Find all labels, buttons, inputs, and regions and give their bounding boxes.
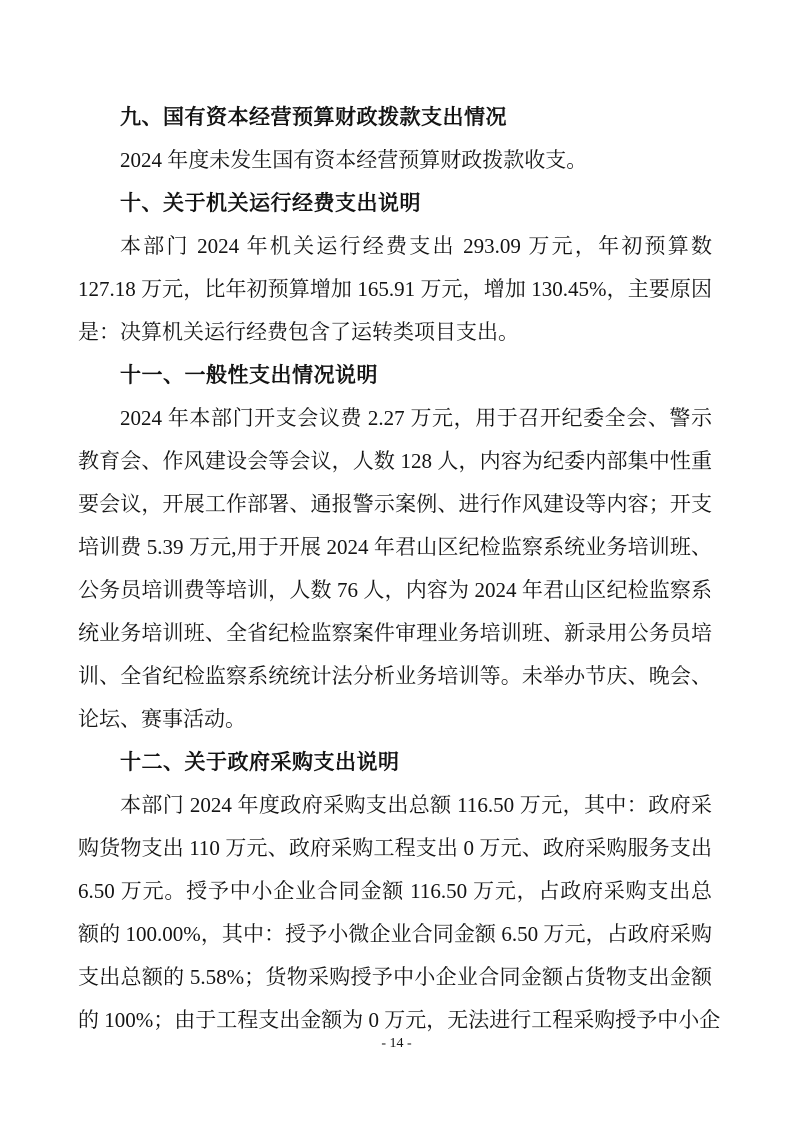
paragraph-line: 训、全省纪检监察系统统计法分析业务培训等。未举办节庆、晚会、 <box>78 664 712 688</box>
paragraph-line: 公务员培训费等培训，人数 76 人，内容为 2024 年君山区纪检监察系 <box>78 578 712 602</box>
page-footer <box>0 1033 793 1055</box>
section-heading: 九、国有资本经营预算财政拨款支出情况 <box>120 106 507 129</box>
paragraph-line: 培训费 5.39 万元,用于开展 2024 年君山区纪检监察系统业务培训班、 <box>78 535 712 559</box>
paragraph-line: 本部门 2024 年机关运行经费支出 293.09 万元，年初预算数 <box>120 234 712 258</box>
paragraph-line: 额的 100.00%，其中：授予小微企业合同金额 6.50 万元，占政府采购 <box>78 922 712 946</box>
page-number: - 14 - <box>381 1036 412 1051</box>
document-content <box>78 96 721 1042</box>
paragraph-line: 支出总额的 5.58%；货物采购授予中小企业合同金额占货物支出金额 <box>78 965 712 989</box>
paragraph-line: 2024 年度未发生国有资本经营预算财政拨款收支。 <box>120 148 588 172</box>
paragraph-line: 2024 年本部门开支会议费 2.27 万元，用于召开纪委全会、警示 <box>120 406 712 430</box>
paragraph-line: 统业务培训班、全省纪检监察案件审理业务培训班、新录用公务员培 <box>78 621 712 645</box>
paragraph-line: 购货物支出 110 万元、政府采购工程支出 0 万元、政府采购服务支出 <box>78 836 712 860</box>
paragraph-line: 论坛、赛事活动。 <box>78 707 246 731</box>
paragraph-line: 教育会、作风建设会等会议，人数 128 人，内容为纪委内部集中性重 <box>78 449 712 473</box>
paragraph-line: 6.50 万元。授予中小企业合同金额 116.50 万元，占政府采购支出总 <box>78 879 712 903</box>
section-heading: 十、关于机关运行经费支出说明 <box>120 192 421 215</box>
paragraph-line: 的 100%；由于工程支出金额为 0 万元，无法进行工程采购授予中小企 <box>78 1008 721 1032</box>
section-heading: 十二、关于政府采购支出说明 <box>120 751 400 774</box>
paragraph-line: 是：决算机关运行经费包含了运转类项目支出。 <box>78 320 519 344</box>
paragraph-line: 127.18 万元，比年初预算增加 165.91 万元，增加 130.45%，主要原因 <box>78 277 712 301</box>
paragraph-line: 本部门 2024 年度政府采购支出总额 116.50 万元，其中：政府采 <box>120 793 712 817</box>
section-heading: 十一、一般性支出情况说明 <box>120 364 378 387</box>
paragraph-line: 要会议，开展工作部署、通报警示案例、进行作风建设等内容；开支 <box>78 492 712 516</box>
